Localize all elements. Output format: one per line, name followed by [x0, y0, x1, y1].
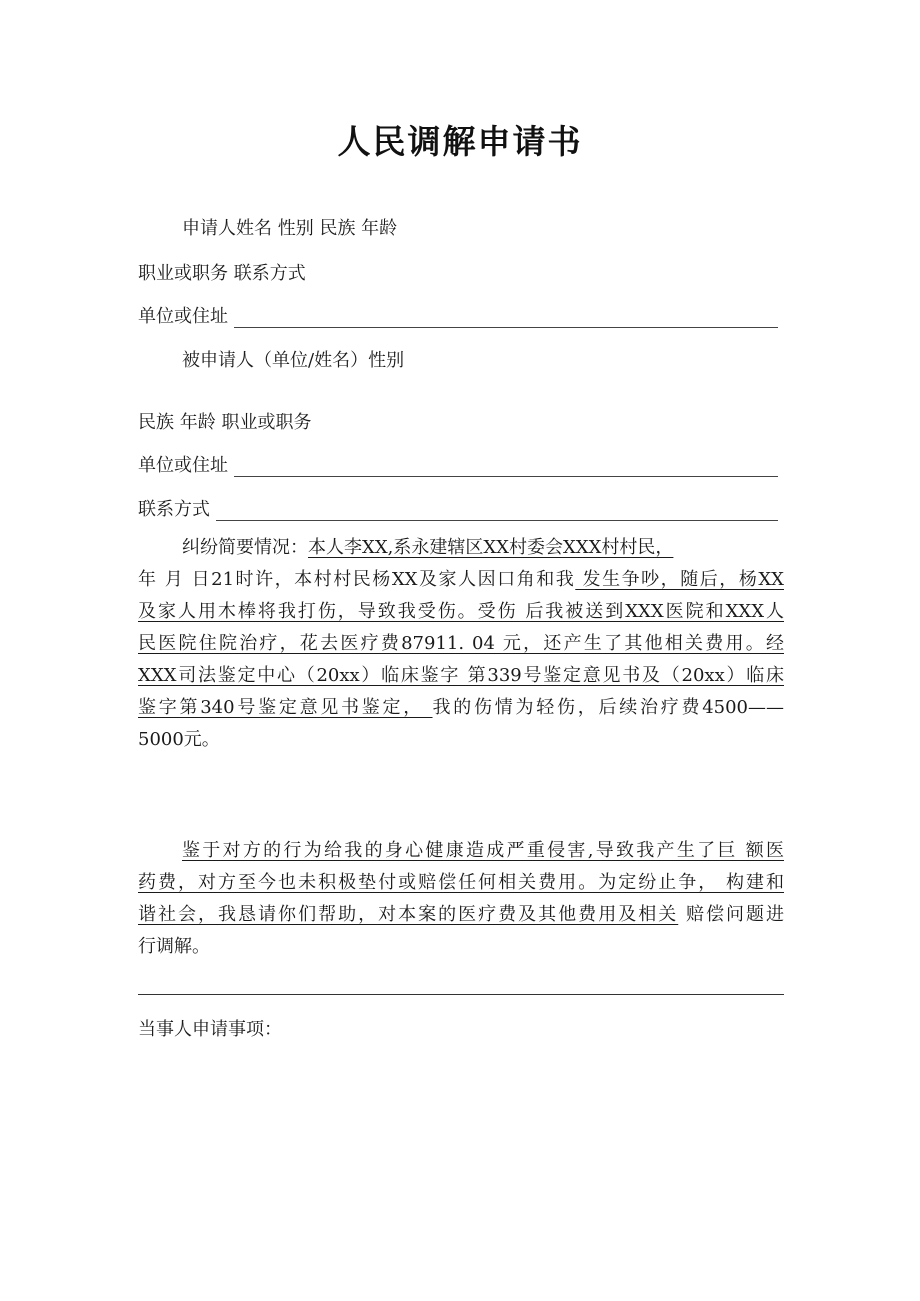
- request-line-3: [138, 899, 784, 931]
- matters-label: 当事人申请事项：: [138, 1019, 282, 1040]
- request-text-3a: 谐社会，我恳请你们帮助，对本案的医疗费及其他费用及相关: [138, 904, 679, 925]
- dispute-text-6b: 我的伤情为轻伤，后续治疗费4500——: [432, 697, 785, 718]
- dispute-text-2a: 年 月 日21时许，本村村民杨XX及家人因口角和我: [138, 569, 576, 590]
- respondent-contact-label: 联系方式: [138, 499, 210, 520]
- applicant-line-1: 申请人姓名 性别 民族 年龄: [182, 218, 398, 239]
- dispute-line-4: 民医院住院治疗，花去医疗费87911. 04 元，还产生了其他相关费用。经: [138, 633, 784, 654]
- request-text-3b: 赔偿问题进: [678, 904, 784, 925]
- respondent-contact-row: [138, 495, 778, 521]
- request-line-1: 鉴于对方的行为给我的身心健康造成严重侵害,导致我产生了巨 额医: [182, 840, 784, 861]
- section-divider: [138, 994, 784, 995]
- dispute-label: 纠纷简要情况：: [182, 537, 308, 558]
- document-title: 人民调解申请书: [337, 122, 583, 161]
- applicant-address-blank[interactable]: [234, 309, 778, 328]
- dispute-line-5: XXX司法鉴定中心（20xx）临床鉴字 第339号鉴定意见书及（20xx）临床: [138, 665, 784, 686]
- respondent-address-label: 单位或住址: [138, 455, 228, 476]
- applicant-address-row: [138, 302, 778, 328]
- dispute-line-1: [138, 532, 784, 564]
- respondent-line-2: 民族 年龄 职业或职务: [138, 412, 312, 433]
- dispute-line-2: [138, 564, 784, 596]
- request-line-4: 行调解。: [138, 936, 210, 957]
- request-paragraph: [138, 835, 784, 963]
- respondent-address-blank[interactable]: [234, 458, 778, 477]
- dispute-line-6: [138, 692, 784, 724]
- applicant-line-2: 职业或职务 联系方式: [138, 263, 306, 284]
- dispute-text-6a: 鉴字第340号鉴定意见书鉴定，: [138, 697, 433, 718]
- dispute-line-7: 5000元。: [138, 729, 220, 750]
- dispute-paragraph: [138, 532, 784, 756]
- dispute-line-3: 及家人用木棒将我打伤，导致我受伤。受伤 后我被送到XXX医院和XXX人: [138, 601, 784, 622]
- request-line-2: 药费，对方至今也未积极垫付或赔偿任何相关费用。为定纷止争， 构建和: [138, 872, 784, 893]
- respondent-contact-blank[interactable]: [216, 502, 778, 521]
- applicant-address-label: 单位或住址: [138, 306, 228, 327]
- dispute-text-2b: 发生争吵，随后，杨XX: [575, 569, 784, 590]
- dispute-text-1: 本人李XX,系永建辖区XX村委会XXX村村民，: [308, 537, 674, 558]
- respondent-line-1: 被申请人（单位/姓名）性别: [182, 350, 405, 371]
- respondent-address-row: [138, 451, 778, 477]
